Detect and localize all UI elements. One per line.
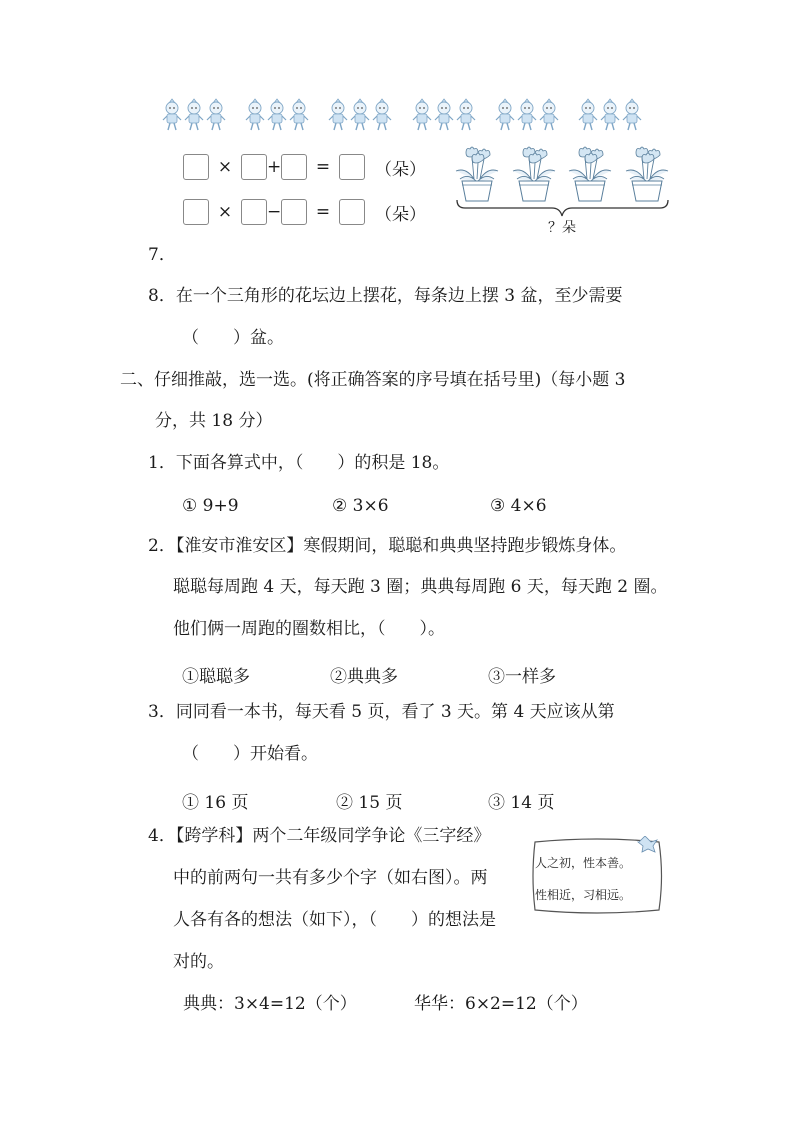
flower-pot-icon	[565, 145, 615, 203]
answer-box[interactable]	[183, 154, 209, 180]
cartoon-child-icon	[289, 98, 309, 132]
flower-pot-icon	[622, 145, 672, 203]
section-2-heading-cont: 分，共 18 分）	[155, 411, 273, 431]
question-8-line-2: （ ）盆。	[182, 328, 284, 348]
question-7: 7．	[148, 245, 176, 265]
brace-label: ？朵	[548, 220, 576, 236]
cartoon-child-icon	[412, 98, 432, 132]
choice-question-4-line-2: 中的前两句一共有多少个字（如右图）。两	[173, 868, 488, 888]
cartoon-child-icon	[206, 98, 226, 132]
answer-box[interactable]	[281, 199, 307, 225]
answer-box[interactable]	[339, 154, 365, 180]
choice-question-2-line-3: 他们俩一周跑的圈数相比，（ ）。	[173, 619, 445, 639]
cartoon-child-icon	[456, 98, 476, 132]
cartoon-figure-group	[162, 96, 226, 132]
bubble-line-1: 人之初，性本善。	[535, 856, 632, 870]
student-answer-huahua: 华华：6×2=12（个）	[414, 994, 588, 1014]
cartoon-figures-row	[162, 96, 642, 136]
cartoon-child-icon	[184, 98, 204, 132]
equals-sign: =	[315, 157, 331, 177]
choice-question-4-line-3: 人各有各的想法（如下），（ ）的想法是	[173, 910, 496, 930]
multiply-sign: ×	[217, 157, 233, 177]
cartoon-figure-group	[412, 96, 476, 132]
option-3[interactable]: ③ 14 页	[488, 793, 555, 813]
cartoon-child-icon	[622, 98, 642, 132]
choice-question-1: 1．下面各算式中，（ ）的积是 18。	[148, 453, 450, 473]
bubble-frame	[527, 836, 667, 916]
student-answer-diandian: 典典：3×4=12（个）	[183, 994, 357, 1014]
cartoon-child-icon	[517, 98, 537, 132]
cartoon-child-icon	[328, 98, 348, 132]
cartoon-child-icon	[372, 98, 392, 132]
option-1[interactable]: ① 16 页	[182, 793, 249, 813]
flower-pots-illustration	[452, 145, 672, 205]
cartoon-child-icon	[600, 98, 620, 132]
choice-question-2: 2．【淮安市淮安区】寒假期间，聪聪和典典坚持跑步锻炼身体。	[148, 536, 627, 556]
option-3[interactable]: ③ 4×6	[490, 496, 547, 516]
cartoon-figure-group	[578, 96, 642, 132]
equals-sign: =	[315, 202, 331, 222]
choice-question-4-line-4: 对的。	[173, 952, 224, 972]
cartoon-child-icon	[495, 98, 515, 132]
choice-question-4: 4．【跨学科】两个二年级同学争论《三字经》	[148, 826, 491, 846]
question-8-line-1: 8．在一个三角形的花坛边上摆花，每条边上摆 3 盆，至少需要	[148, 286, 623, 306]
flower-pot-icon	[452, 145, 502, 203]
curly-brace-icon	[455, 198, 670, 218]
cartoon-child-icon	[245, 98, 265, 132]
bubble-line-2: 性相近，习相远。	[535, 888, 632, 902]
unit-label: （朵）	[375, 204, 426, 225]
quote-bubble	[527, 836, 667, 916]
answer-box[interactable]	[241, 154, 267, 180]
cartoon-figure-group	[328, 96, 392, 132]
cartoon-figure-group	[245, 96, 309, 132]
choice-question-3-line-2: （ ）开始看。	[182, 744, 318, 764]
answer-box[interactable]	[183, 199, 209, 225]
cartoon-child-icon	[267, 98, 287, 132]
cartoon-child-icon	[578, 98, 598, 132]
choice-question-3: 3．同同看一本书，每天看 5 页，看了 3 天。第 4 天应该从第	[148, 702, 615, 722]
plus-sign: +	[267, 157, 282, 177]
multiply-sign: ×	[217, 202, 233, 222]
equation-1	[183, 154, 426, 180]
answer-box[interactable]	[241, 199, 267, 225]
section-2-heading: 二、仔细推敲，选一选。(将正确答案的序号填在括号里)（每小题 3	[120, 370, 626, 390]
answer-box[interactable]	[281, 154, 307, 180]
cartoon-figure-group	[495, 96, 559, 132]
cartoon-child-icon	[539, 98, 559, 132]
cartoon-child-icon	[434, 98, 454, 132]
flower-pot-icon	[509, 145, 559, 203]
unit-label: （朵）	[375, 159, 426, 180]
cartoon-child-icon	[162, 98, 182, 132]
option-2[interactable]: ②典典多	[330, 667, 398, 687]
option-1[interactable]: ①聪聪多	[182, 667, 250, 687]
option-3[interactable]: ③一样多	[488, 667, 556, 687]
minus-sign: −	[267, 202, 282, 222]
choice-question-2-line-2: 聪聪每周跑 4 天，每天跑 3 圈；典典每周跑 6 天，每天跑 2 圈。	[173, 577, 668, 597]
option-2[interactable]: ② 3×6	[332, 496, 389, 516]
cartoon-child-icon	[350, 98, 370, 132]
answer-box[interactable]	[339, 199, 365, 225]
option-1[interactable]: ① 9+9	[182, 496, 239, 516]
option-2[interactable]: ② 15 页	[336, 793, 403, 813]
equation-2	[183, 199, 426, 225]
